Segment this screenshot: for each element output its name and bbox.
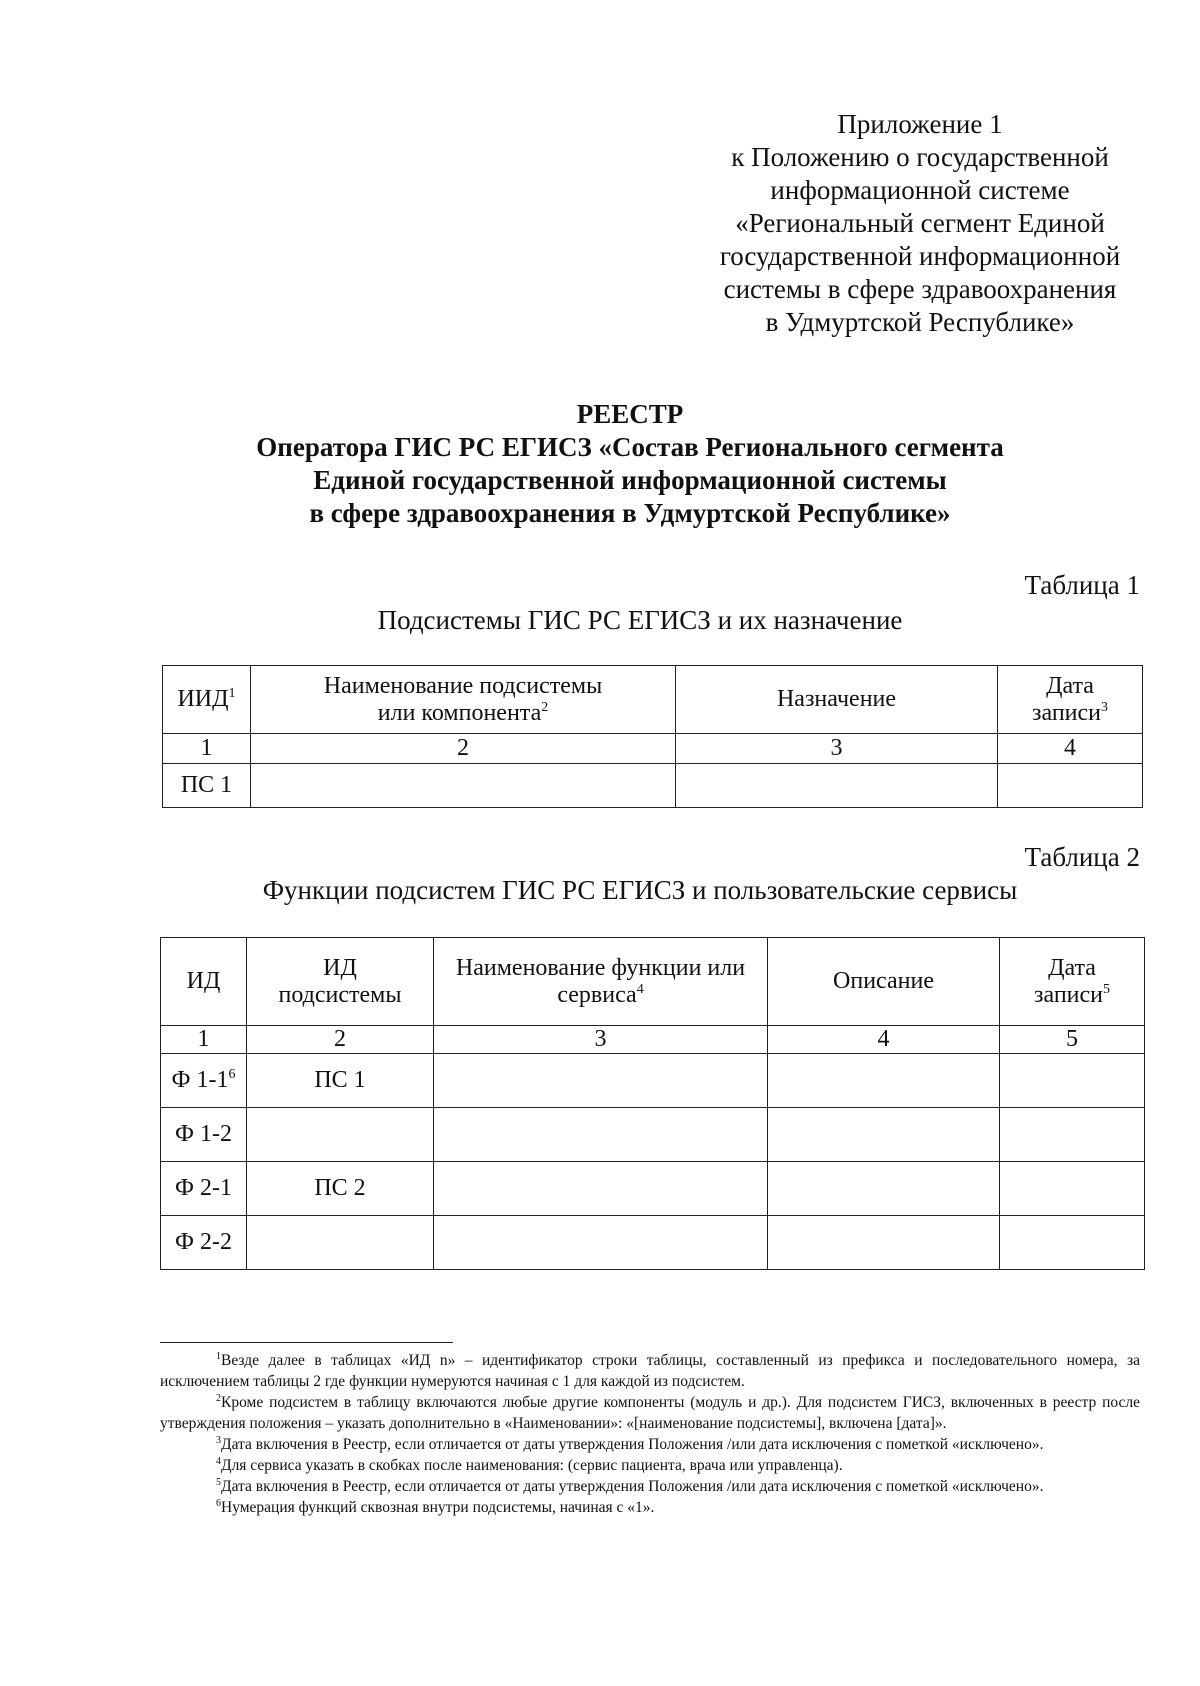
table2	[160, 937, 1145, 1270]
registry-line: Единой государственной информационной системы	[313, 465, 947, 495]
table2-header-id: ИД	[161, 938, 247, 1026]
table2-cell-name	[434, 1162, 768, 1216]
table1-cell-iid: ПС 1	[163, 764, 251, 808]
table2-cell-id: Ф 1-2	[161, 1108, 247, 1162]
table2-number-row	[161, 1026, 1145, 1054]
table-row	[161, 1054, 1145, 1108]
table2-cell-subsystem: ПС 1	[247, 1054, 434, 1108]
table1-header-purpose: Назначение	[676, 666, 998, 734]
footnote-divider	[160, 1342, 453, 1343]
registry-heading: РЕЕСТР	[576, 399, 684, 429]
table-row	[161, 1108, 1145, 1162]
table2-header-description: Описание	[768, 938, 1000, 1026]
column-number: 1	[161, 1026, 247, 1054]
table2-cell-description	[768, 1216, 1000, 1270]
table2-cell-date	[1000, 1108, 1145, 1162]
table2-header-row	[161, 938, 1145, 1026]
appendix-line: информационной системе	[770, 175, 1070, 205]
table2-title: Функции подсистем ГИС РС ЕГИСЗ и пользовательские сервисы	[262, 875, 1018, 905]
column-number: 2	[247, 1026, 434, 1054]
table1-number-row	[163, 734, 1143, 764]
table1	[162, 665, 1143, 808]
table2-cell-description	[768, 1108, 1000, 1162]
table1-header-name: Наименование подсистемы или компонента$^2$	[251, 666, 676, 734]
table1-header-date: Дата записи$^3$	[998, 666, 1143, 734]
table1-cell-name	[251, 764, 676, 808]
table2-cell-subsystem	[247, 1108, 434, 1162]
footnotes	[160, 1350, 1140, 1518]
column-number: 4	[768, 1026, 1000, 1054]
appendix-line: государственной информационной	[719, 241, 1121, 271]
table-row	[161, 1216, 1145, 1270]
table2-cell-description	[768, 1054, 1000, 1108]
table1-header-iid: ИИД$^1$	[163, 666, 251, 734]
registry-title	[150, 398, 1110, 530]
table2-label: Таблица 2	[1024, 842, 1140, 872]
table-row	[161, 1162, 1145, 1216]
table1-cell-purpose	[676, 764, 998, 808]
table2-cell-name	[434, 1216, 768, 1270]
footnote: $^4$Для сервиса указать в скобках после наименования: (сервис пациента, врача или управленца).	[216, 1455, 843, 1474]
appendix-block	[690, 108, 1150, 339]
table2-cell-id: Ф 2-1	[161, 1162, 247, 1216]
footnote: $^6$Нумерация функций сквозная внутри подсистемы, начиная с «1».	[216, 1497, 655, 1516]
column-number: 3	[676, 734, 998, 764]
column-number: 2	[251, 734, 676, 764]
appendix-line: системы в сфере здравоохранения	[723, 274, 1117, 304]
table2-cell-date	[1000, 1216, 1145, 1270]
registry-line: в сфере здравоохранения в Удмуртской Республике»	[309, 498, 951, 528]
table2-cell-name	[434, 1054, 768, 1108]
column-number: 4	[998, 734, 1143, 764]
table2-header-date: Дата записи$^5$	[1000, 938, 1145, 1026]
appendix-line: к Положению о государственной	[731, 142, 1109, 172]
table2-cell-description	[768, 1162, 1000, 1216]
table1-cell-date	[998, 764, 1143, 808]
column-number: 3	[434, 1026, 768, 1054]
appendix-line: Приложение 1	[837, 109, 1003, 139]
registry-line: Оператора ГИС РС ЕГИСЗ «Состав Регионального сегмента	[256, 432, 1004, 462]
table2-cell-subsystem	[247, 1216, 434, 1270]
table2-cell-id: Ф $1-1^6$	[161, 1054, 247, 1108]
appendix-line: в Удмуртской Республике»	[765, 307, 1075, 337]
footnote: $^2$Кроме подсистем в таблицу включаются любые другие компоненты (модуль и др.). Для подсистем ГИСЗ, включенных в реестр после утверждения положения – указать дополнительно в «Наименовании»: «[наименование подсистемы], включена [дата]».	[160, 1392, 1140, 1432]
table2-cell-date	[1000, 1162, 1145, 1216]
footnote: $^5$Дата включения в Реестр, если отличается от даты утверждения Положения /или дата исключения с пометкой «исключено».	[216, 1476, 1044, 1495]
table1-header-row	[163, 666, 1143, 734]
column-number: 5	[1000, 1026, 1145, 1054]
table2-cell-name	[434, 1108, 768, 1162]
footnote: $^1$Везде далее в таблицах «ИД n» – идентификатор строки таблицы, составленный из префикса и последовательного номера, за исключением таблицы 2 где функции нумеруются начиная с 1 для каждой из подсистем.	[160, 1350, 1140, 1390]
table2-cell-subsystem: ПС 2	[247, 1162, 434, 1216]
table2-cell-id: Ф 2-2	[161, 1216, 247, 1270]
table2-cell-date	[1000, 1054, 1145, 1108]
table2-header-name: Наименование функции или сервиса$^4$	[434, 938, 768, 1026]
column-number: 1	[163, 734, 251, 764]
footnote: $^3$Дата включения в Реестр, если отличается от даты утверждения Положения /или дата исключения с пометкой «исключено».	[216, 1434, 1044, 1453]
table-row	[163, 764, 1143, 808]
table1-title: Подсистемы ГИС РС ЕГИСЗ и их назначение	[377, 605, 903, 635]
table2-header-subsystem: ИД подсистемы	[247, 938, 434, 1026]
table1-label: Таблица 1	[1024, 570, 1140, 600]
appendix-line: «Региональный сегмент Единой	[735, 208, 1105, 238]
